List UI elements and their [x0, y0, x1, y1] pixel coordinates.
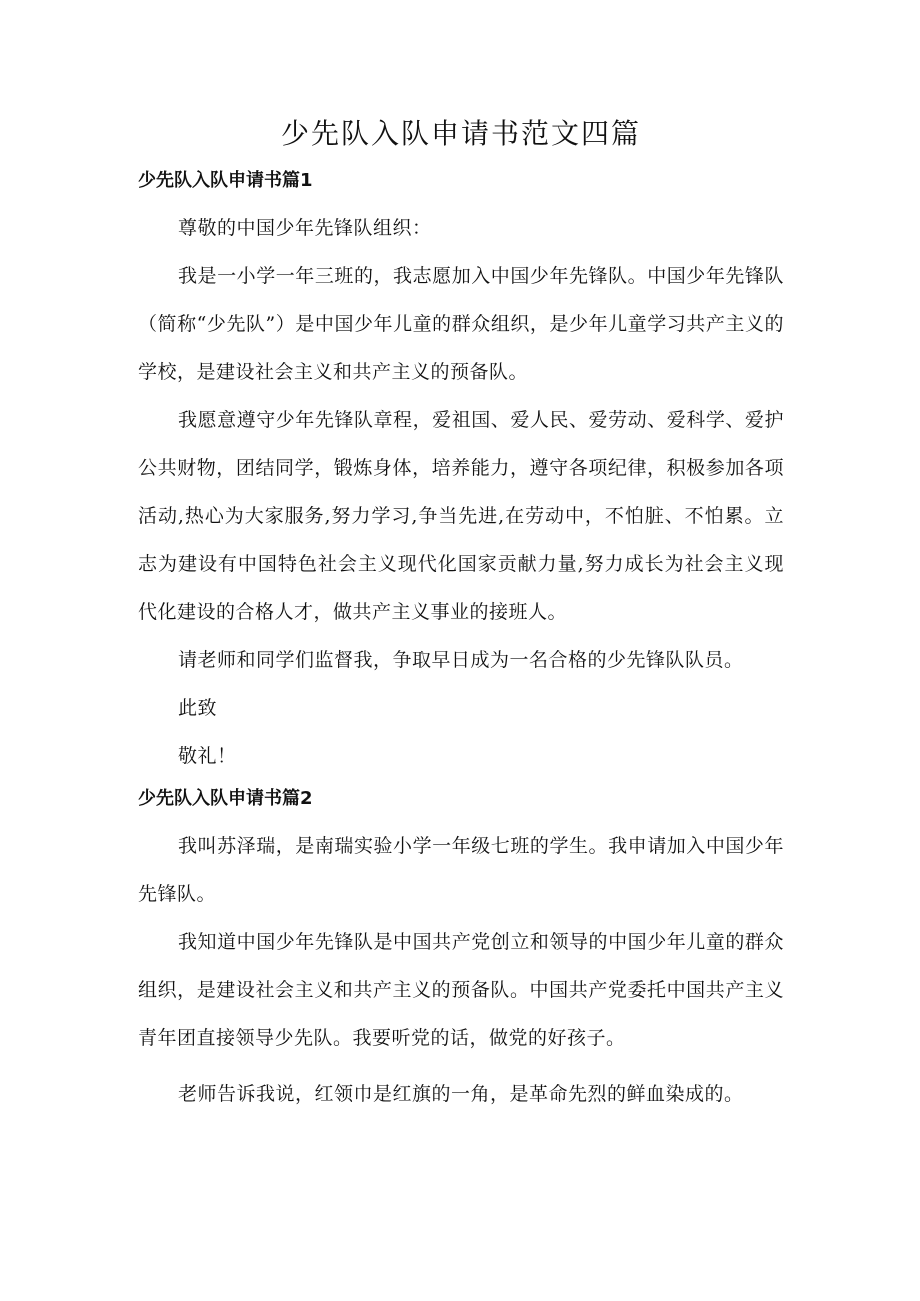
document-title: 少先队入队申请书范文四篇	[280, 117, 641, 150]
paragraph-commitment: 我愿意遵守少年先锋队章程，爱祖国、爱人民、爱劳动、爱科学、爱护公共财物，团结同学，锻炼身体，培养能力，遵守各项纪律，积极参加各项活动,热心为大家服务,努力学习,争当先进,在劳动中，不怕脏、不怕累。立志为建设有中国特色社会主义现代化国家贡献力量,努力成长为社会主义现代化建设的合格人才，做共产主义事业的接班人。	[138, 409, 784, 623]
section-heading-1: 少先队入队申请书篇1	[138, 170, 313, 191]
paragraph-intro: 我是一小学一年三班的，我志愿加入中国少年先锋队。中国少年先锋队（简称“少先队”）是中国少年儿童的群众组织，是少年儿童学习共产主义的学校，是建设社会主义和共产主义的预备队。	[138, 265, 784, 383]
paragraph-knowledge: 我知道中国少年先锋队是中国共产党创立和领导的中国少年儿童的群众组织，是建设社会主义和共产主义的预备队。中国共产党委托中国共产主义青年团直接领导少先队。我要听党的话，做党的好孩子。	[138, 931, 784, 1049]
paragraph-salutation: 尊敬的中国少年先锋队组织：	[178, 217, 432, 239]
paragraph-request: 请老师和同学们监督我，争取早日成为一名合格的少先锋队队员。	[178, 649, 744, 671]
section-heading-2: 少先队入队申请书篇2	[138, 788, 313, 809]
paragraph-self-intro: 我叫苏泽瑞，是南瑞实验小学一年级七班的学生。我申请加入中国少年先锋队。	[138, 835, 784, 905]
paragraph-red-scarf: 老师告诉我说，红领巾是红旗的一角，是革命先烈的鲜血染成的。	[178, 1083, 744, 1105]
paragraph-regards: 敬礼！	[178, 745, 237, 767]
paragraph-closing: 此致	[178, 697, 218, 719]
